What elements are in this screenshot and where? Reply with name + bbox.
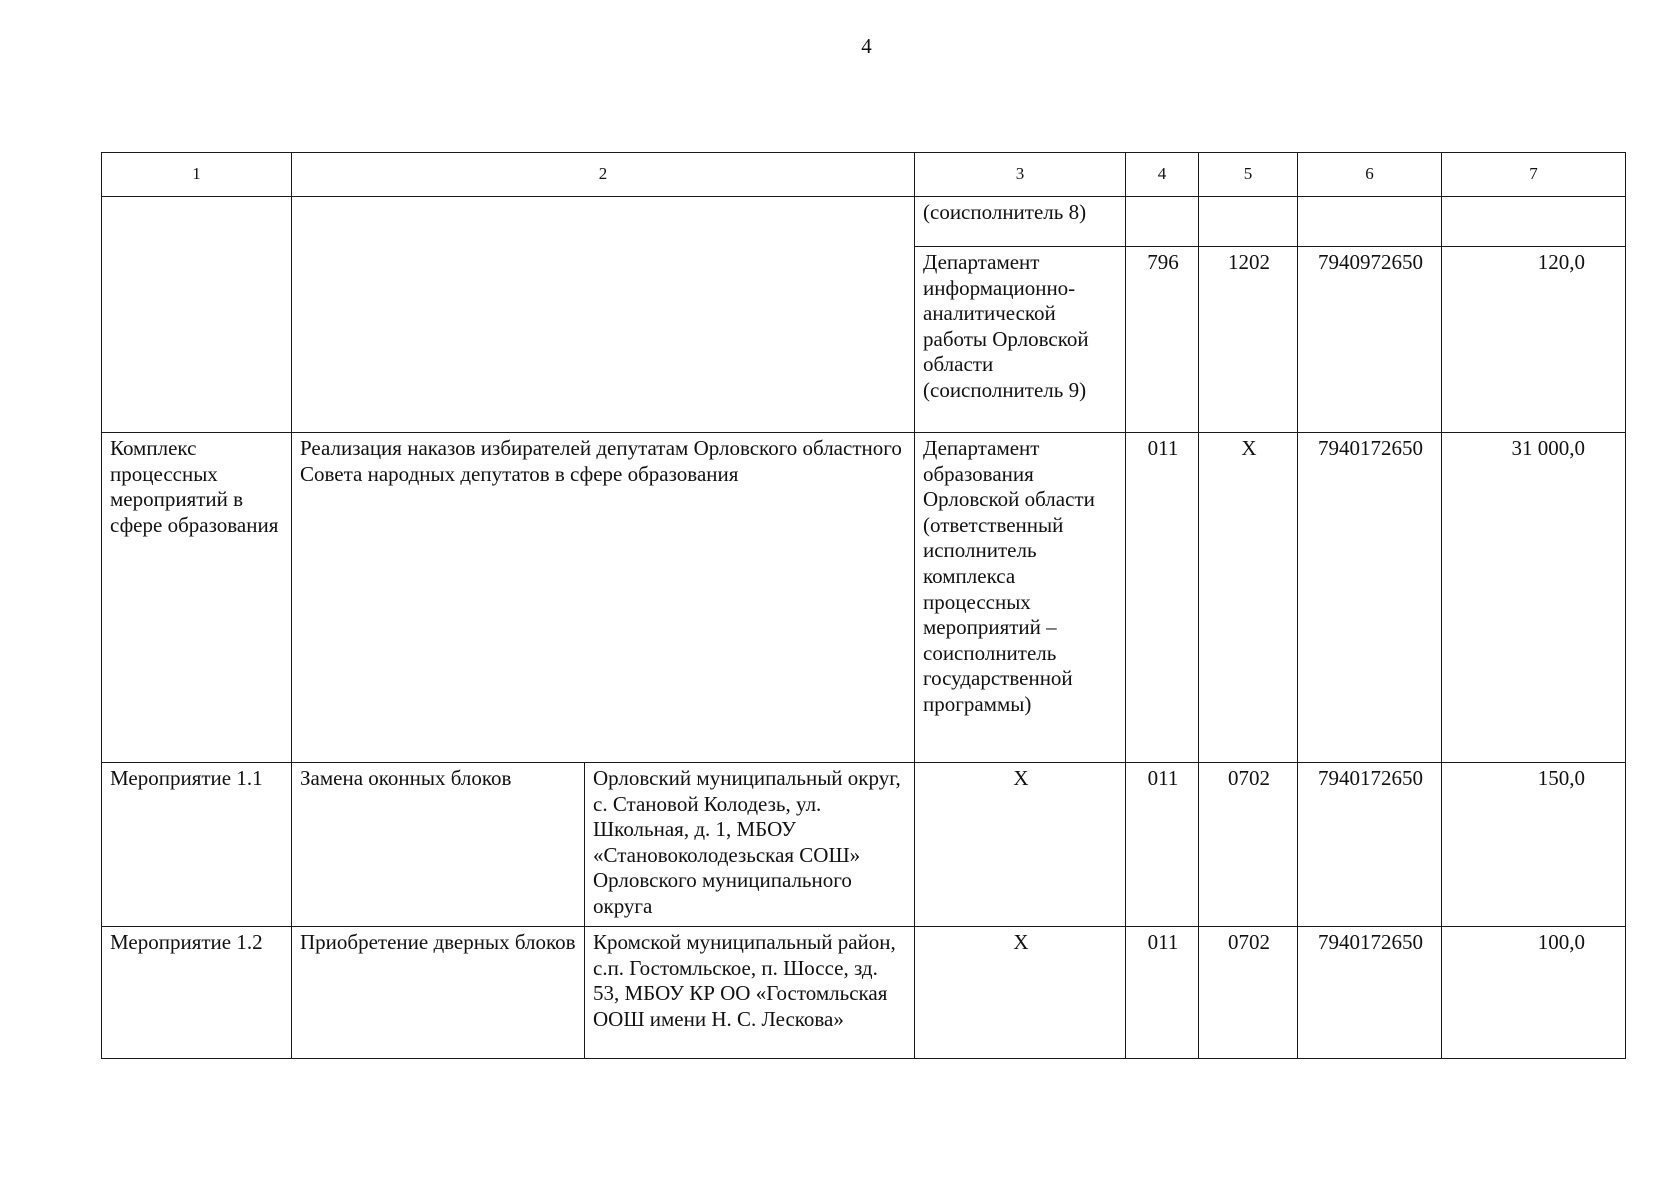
cell-program-name: Комплекс процессных мероприятий в сфере образования	[102, 433, 292, 763]
table-row	[102, 763, 1626, 927]
cell-amount: 100,0	[1442, 927, 1626, 1059]
cell-amount: 150,0	[1442, 763, 1626, 927]
cell-activity-address: Кромской муниципальный район, с.п. Гостомльское, п. Шоссе, зд. 53, МБОУ КР ОО «Гостомльская ООШ имени Н. С. Лескова»	[585, 927, 915, 1059]
header-col-4: 4	[1126, 153, 1199, 197]
cell-executor: Департамент информационно-аналитической работы Орловской области (соисполнитель 9)	[915, 247, 1126, 433]
header-col-1: 1	[102, 153, 292, 197]
page-number: 4	[861, 34, 872, 58]
header-col-7: 7	[1442, 153, 1626, 197]
table-row	[102, 197, 1626, 247]
cell-executor: Департамент образования Орловской области (ответственный исполнитель комплекса процессных мероприятий – соисполнитель государственной программы)	[915, 433, 1126, 763]
table-row	[102, 927, 1626, 1059]
cell-activity-number: Мероприятие 1.1	[102, 763, 292, 927]
cell-amount	[1442, 197, 1626, 247]
cell-executor: X	[915, 927, 1126, 1059]
cell-code-6	[1298, 197, 1442, 247]
cell-code-6: 7940972650	[1298, 247, 1442, 433]
cell-code-6: 7940172650	[1298, 763, 1442, 927]
cell-code-6: 7940172650	[1298, 433, 1442, 763]
cell-code-6: 7940172650	[1298, 927, 1442, 1059]
cell-code-4: 796	[1126, 247, 1199, 433]
cell-activity-name: Замена оконных блоков	[292, 763, 585, 927]
cell-code-5: 1202	[1199, 247, 1298, 433]
cell-code-4	[1126, 197, 1199, 247]
cell-executor: X	[915, 763, 1126, 927]
cell-activity-number: Мероприятие 1.2	[102, 927, 292, 1059]
cell-program-description: Реализация наказов избирателей депутатам Орловского областного Совета народных депутатов в сфере образования	[292, 433, 915, 763]
cell-code-4: 011	[1126, 433, 1199, 763]
table-row	[102, 433, 1626, 763]
cell-code-5: 0702	[1199, 927, 1298, 1059]
cell-amount: 31 000,0	[1442, 433, 1626, 763]
cell-executor: (соисполнитель 8)	[915, 197, 1126, 247]
budget-table	[101, 152, 1626, 1059]
cell-code-5: X	[1199, 433, 1298, 763]
cell-code-4: 011	[1126, 927, 1199, 1059]
cell-code-4: 011	[1126, 763, 1199, 927]
header-col-6: 6	[1298, 153, 1442, 197]
header-col-3: 3	[915, 153, 1126, 197]
cell-empty-col-2	[292, 197, 915, 433]
header-row	[102, 153, 1626, 197]
header-col-5: 5	[1199, 153, 1298, 197]
cell-activity-name: Приобретение дверных блоков	[292, 927, 585, 1059]
cell-amount: 120,0	[1442, 247, 1626, 433]
header-col-2: 2	[292, 153, 915, 197]
cell-code-5: 0702	[1199, 763, 1298, 927]
cell-activity-address: Орловский муниципальный округ, с. Становой Колодезь, ул. Школьная, д. 1, МБОУ «Становоколодезьская СОШ» Орловского муниципального округа	[585, 763, 915, 927]
cell-empty-col-1	[102, 197, 292, 433]
cell-code-5	[1199, 197, 1298, 247]
